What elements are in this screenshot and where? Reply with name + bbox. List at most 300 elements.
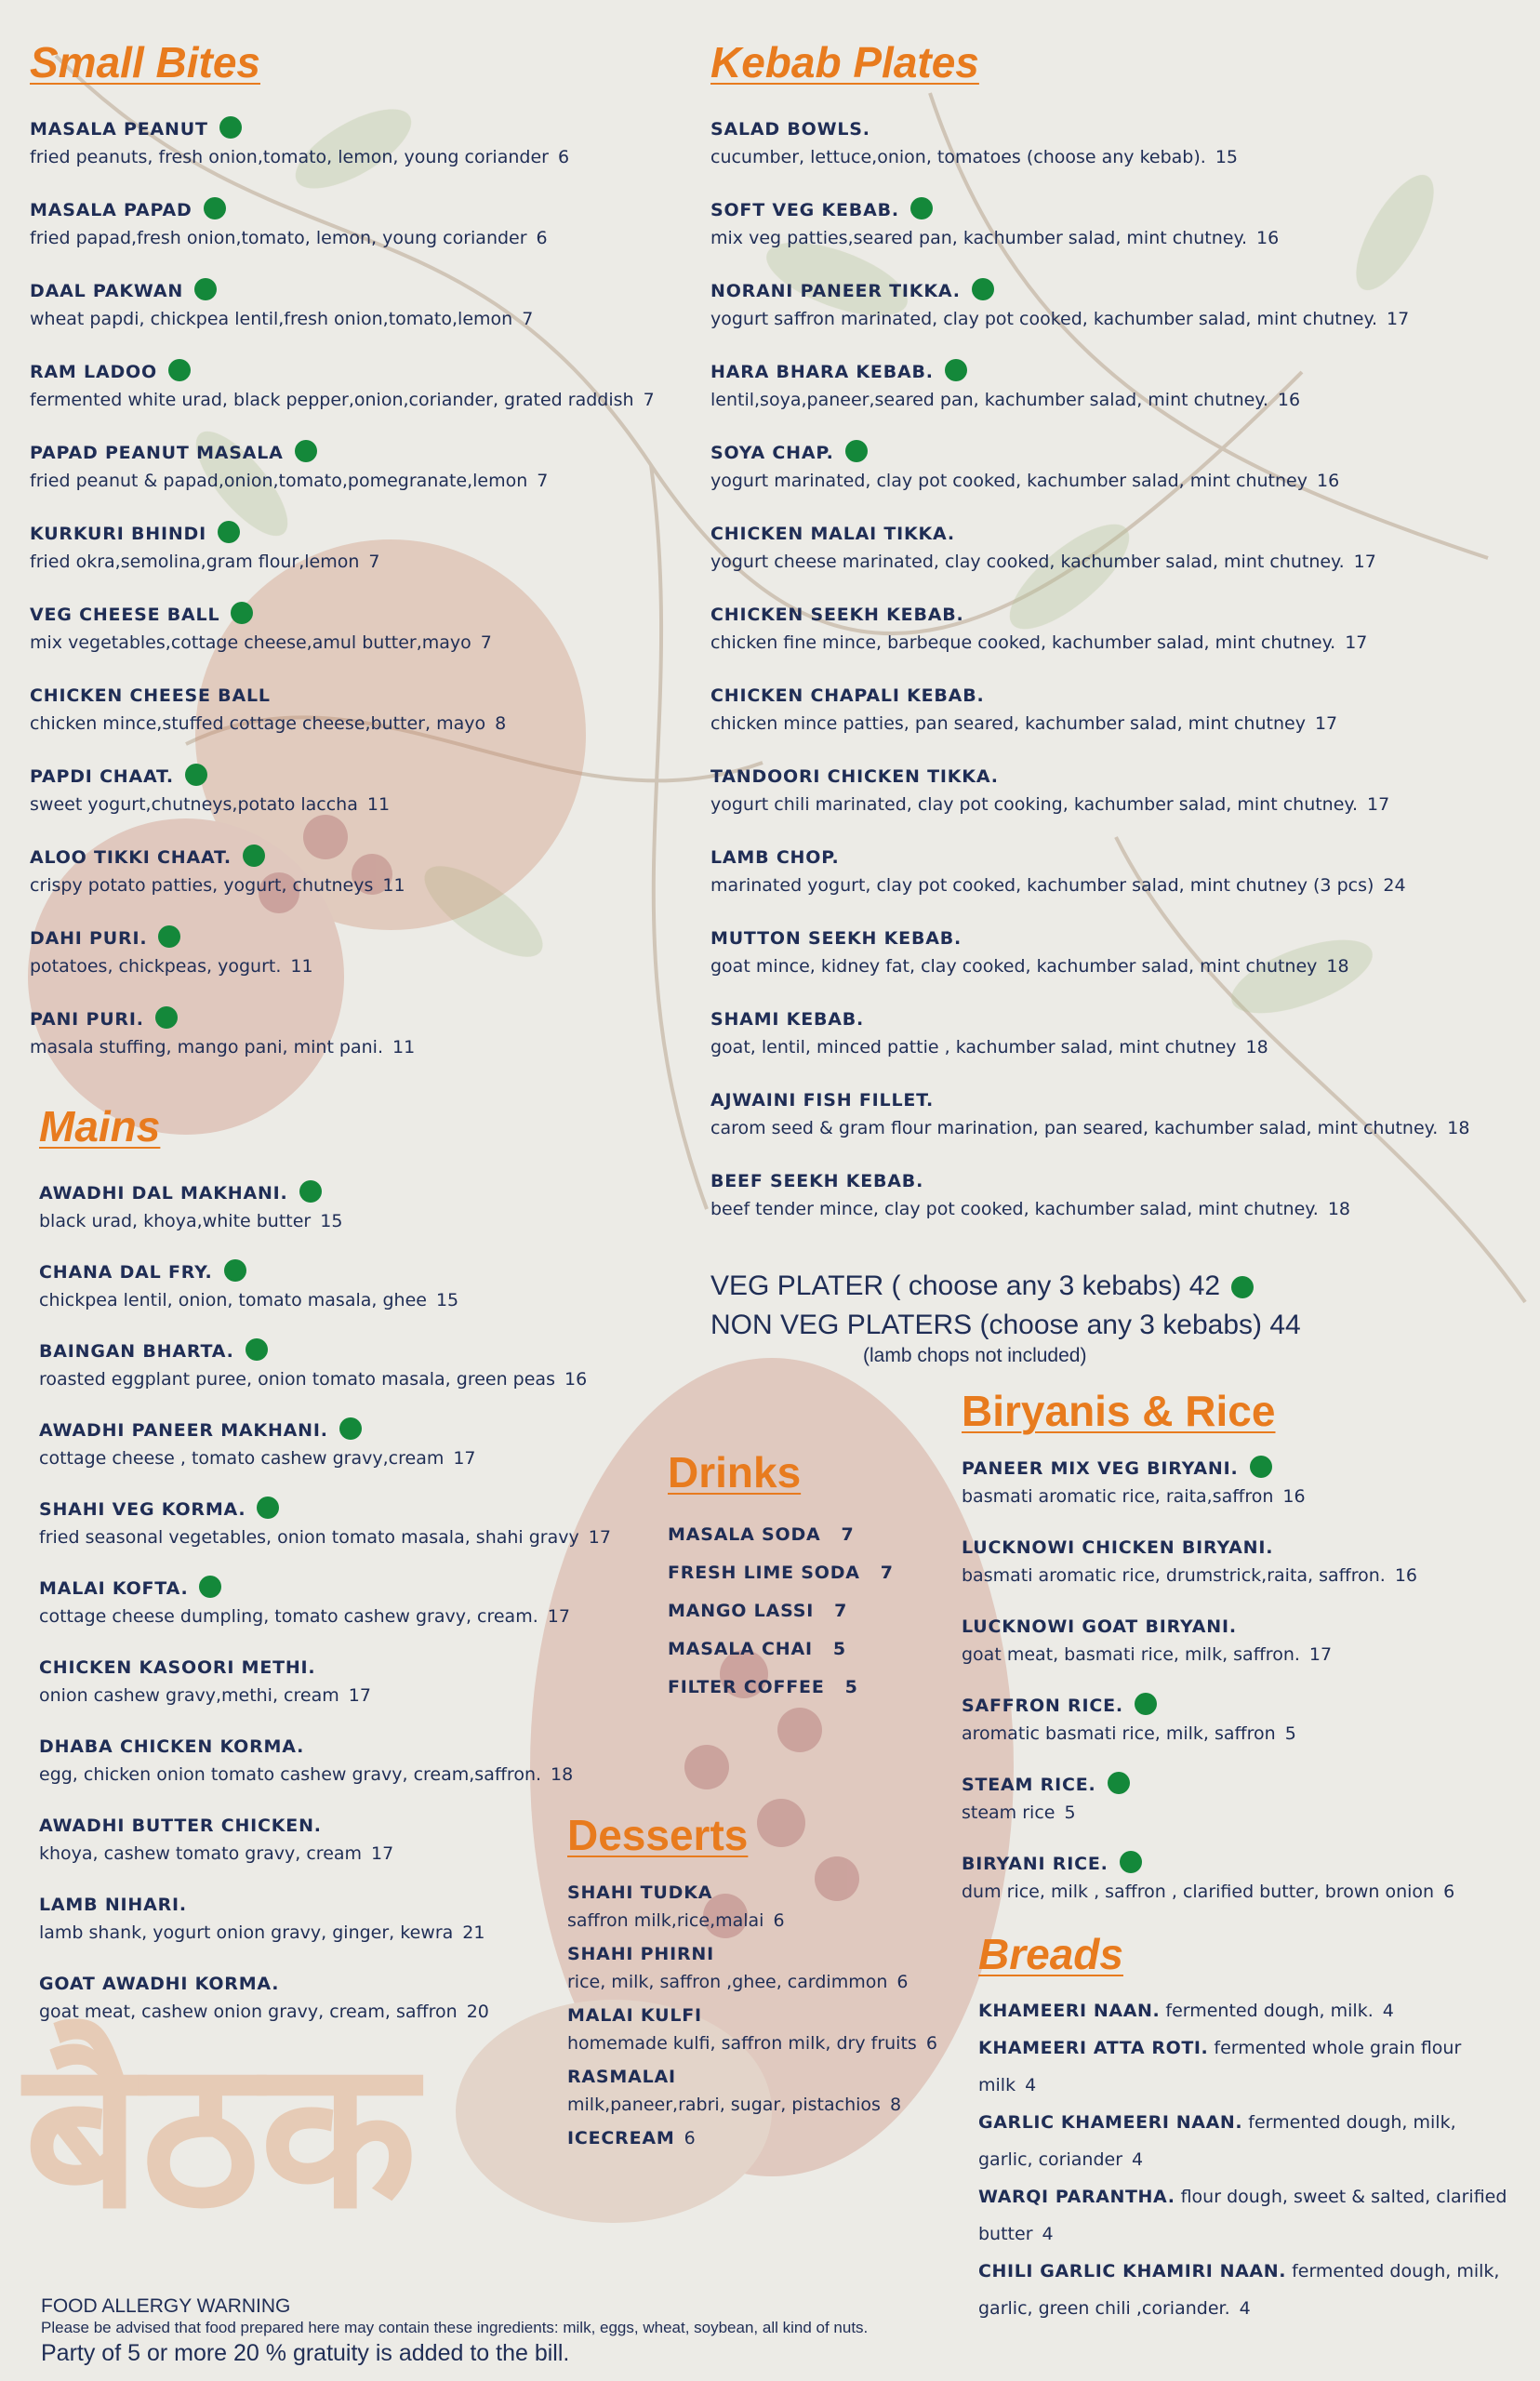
menu-item bbox=[710, 763, 1469, 818]
item-desc-text: steam rice bbox=[962, 1802, 1055, 1823]
item-description bbox=[39, 1207, 611, 1235]
drink-name: FILTER COFFEE bbox=[668, 1677, 825, 1697]
mains-title: Mains bbox=[39, 1102, 161, 1151]
item-description bbox=[710, 305, 1469, 333]
item-name bbox=[39, 1337, 611, 1365]
drink-name: MASALA CHAI bbox=[668, 1639, 813, 1659]
item-price: 17 bbox=[588, 1527, 611, 1548]
item-desc-text: fried papad,fresh onion,tomato, lemon, young coriander bbox=[30, 228, 527, 248]
item-name bbox=[39, 1970, 611, 1998]
menu-item bbox=[39, 1496, 611, 1551]
menu-item bbox=[30, 844, 655, 899]
veg-dot-icon bbox=[158, 925, 180, 948]
bread-price: 4 bbox=[1239, 2298, 1251, 2319]
dessert-price: 8 bbox=[889, 2095, 902, 2115]
item-name-text: PAPAD PEANUT MASALA bbox=[30, 443, 284, 463]
veg-dot-icon bbox=[945, 359, 967, 381]
item-price: 18 bbox=[1327, 1199, 1351, 1219]
item-desc-text: basmati aromatic rice, raita,saffron bbox=[962, 1486, 1274, 1507]
dessert-item bbox=[567, 1940, 937, 1996]
veg-dot-icon bbox=[339, 1417, 362, 1440]
item-name-text: PANI PURI. bbox=[30, 1009, 144, 1030]
restaurant-logo: बैठक bbox=[24, 2015, 418, 2254]
mains-section bbox=[39, 1102, 611, 2049]
item-name-text: AWADHI PANEER MAKHANI. bbox=[39, 1420, 328, 1441]
dessert-description bbox=[567, 1907, 937, 1935]
biryanis-list bbox=[962, 1455, 1454, 1906]
bread-name: WARQI PARANTHA. bbox=[978, 2187, 1175, 2207]
item-name-text: SHAHI VEG KORMA. bbox=[39, 1499, 246, 1520]
item-name-text: BEEF SEEKH KEBAB. bbox=[710, 1171, 924, 1191]
item-desc-text: basmati aromatic rice, drumstrick,raita, saffron. bbox=[962, 1565, 1386, 1586]
menu-item bbox=[30, 277, 655, 333]
item-price: 17 bbox=[453, 1448, 476, 1469]
item-name bbox=[30, 924, 655, 952]
item-name bbox=[39, 1812, 611, 1840]
item-desc-text: mix veg patties,seared pan, kachumber salad, mint chutney. bbox=[710, 228, 1248, 248]
drink-item bbox=[668, 1554, 894, 1592]
item-description bbox=[39, 1682, 611, 1709]
item-price: 8 bbox=[495, 713, 507, 734]
bread-desc: fermented dough, milk, garlic, coriander bbox=[978, 2112, 1456, 2170]
breads-section bbox=[978, 1930, 1508, 2327]
item-price: 17 bbox=[371, 1843, 394, 1864]
menu-item bbox=[39, 1258, 611, 1314]
item-name bbox=[710, 1086, 1469, 1114]
item-desc-text: beef tender mince, clay pot cooked, kachumber salad, mint chutney. bbox=[710, 1199, 1319, 1219]
item-name-text: AWADHI DAL MAKHANI. bbox=[39, 1183, 288, 1204]
item-name bbox=[710, 924, 1469, 952]
item-name bbox=[962, 1692, 1454, 1720]
menu-item bbox=[30, 682, 655, 738]
item-name bbox=[30, 520, 655, 548]
item-description bbox=[710, 1033, 1469, 1061]
item-name-text: TANDOORI CHICKEN TIKKA. bbox=[710, 766, 999, 787]
allergy-title: FOOD ALLERGY WARNING bbox=[41, 2295, 291, 2317]
item-name-text: RAM LADOO bbox=[30, 362, 157, 382]
item-name-text: BAINGAN BHARTA. bbox=[39, 1341, 234, 1362]
item-price: 15 bbox=[320, 1211, 343, 1231]
item-description bbox=[710, 629, 1469, 657]
item-description bbox=[30, 871, 655, 899]
item-price: 17 bbox=[1367, 794, 1390, 815]
biryanis-title: Biryanis & Rice bbox=[962, 1387, 1276, 1435]
item-description bbox=[30, 710, 655, 738]
menu-item bbox=[39, 1812, 611, 1868]
menu-item bbox=[710, 115, 1469, 171]
drink-price: 5 bbox=[832, 1639, 846, 1659]
bread-name: KHAMEERI NAAN. bbox=[978, 2001, 1161, 2021]
veg-dot-icon bbox=[1231, 1276, 1254, 1298]
menu-item bbox=[710, 1167, 1469, 1223]
item-description bbox=[30, 224, 655, 252]
dessert-name: RASMALAI bbox=[567, 2067, 676, 2087]
dessert-desc-text: saffron milk,rice,malai bbox=[567, 1910, 764, 1931]
plater-note: (lamb chops not included) bbox=[863, 1345, 1087, 1366]
bread-item bbox=[978, 2253, 1508, 2327]
menu-item bbox=[30, 924, 655, 980]
bread-name: GARLIC KHAMEERI NAAN. bbox=[978, 2112, 1243, 2133]
drink-item bbox=[668, 1592, 894, 1630]
item-description bbox=[39, 1919, 611, 1947]
item-name bbox=[39, 1179, 611, 1207]
menu-item bbox=[710, 358, 1469, 414]
item-desc-text: sweet yogurt,chutneys,potato laccha bbox=[30, 794, 358, 815]
menu-item bbox=[710, 924, 1469, 980]
item-name bbox=[30, 1005, 655, 1033]
item-description bbox=[30, 952, 655, 980]
item-price: 7 bbox=[368, 552, 380, 572]
item-name-text: MASALA PAPAD bbox=[30, 200, 192, 220]
item-name bbox=[962, 1771, 1454, 1799]
item-description bbox=[962, 1878, 1454, 1906]
item-price: 7 bbox=[537, 471, 549, 491]
item-price: 17 bbox=[1345, 632, 1368, 653]
item-name-text: LAMB CHOP. bbox=[710, 847, 840, 868]
item-name-text: SOFT VEG KEBAB. bbox=[710, 200, 899, 220]
mains-list bbox=[39, 1179, 611, 2026]
veg-dot-icon bbox=[199, 1576, 221, 1598]
item-desc-text: lamb shank, yogurt onion gravy, ginger, kewra bbox=[39, 1922, 454, 1943]
bread-item bbox=[978, 2104, 1508, 2178]
veg-dot-icon bbox=[295, 440, 317, 462]
item-description bbox=[30, 1033, 655, 1061]
item-name bbox=[710, 115, 1469, 143]
bread-item bbox=[978, 2029, 1508, 2104]
item-name bbox=[962, 1534, 1454, 1562]
menu-item bbox=[39, 1337, 611, 1393]
item-desc-text: egg, chicken onion tomato cashew gravy, cream,saffron. bbox=[39, 1764, 542, 1785]
item-price: 18 bbox=[1447, 1118, 1470, 1138]
menu-item bbox=[39, 1575, 611, 1630]
item-name-text: SALAD BOWLS. bbox=[710, 119, 870, 140]
item-name bbox=[39, 1654, 611, 1682]
bread-name: CHILI GARLIC KHAMIRI NAAN. bbox=[978, 2261, 1287, 2281]
veg-dot-icon bbox=[257, 1496, 279, 1519]
item-price: 18 bbox=[1326, 956, 1349, 977]
drink-price: 7 bbox=[880, 1563, 894, 1583]
item-name bbox=[39, 1496, 611, 1523]
bread-desc: fermented dough, milk, garlic, green chili ,coriander. bbox=[978, 2261, 1500, 2319]
dessert-description bbox=[567, 1968, 937, 1996]
item-name-text: GOAT AWADHI KORMA. bbox=[39, 1974, 280, 1994]
item-price: 11 bbox=[366, 794, 391, 815]
item-name-text: AJWAINI FISH FILLET. bbox=[710, 1090, 935, 1111]
item-name-text: CHICKEN KASOORI METHI. bbox=[39, 1657, 316, 1678]
item-name bbox=[39, 1258, 611, 1286]
item-name bbox=[30, 844, 655, 871]
item-description bbox=[30, 143, 655, 171]
item-description bbox=[39, 1603, 611, 1630]
item-name-text: ALOO TIKKI CHAAT. bbox=[30, 847, 232, 868]
dessert-desc-text: milk,paneer,rabri, sugar, pistachios bbox=[567, 2095, 881, 2115]
veg-dot-icon bbox=[243, 845, 265, 867]
bread-desc: fermented whole grain flour milk bbox=[978, 2038, 1462, 2095]
bread-desc: flour dough, sweet & salted, clarified butter bbox=[978, 2187, 1507, 2244]
item-name-text: SHAMI KEBAB. bbox=[710, 1009, 865, 1030]
item-description bbox=[30, 386, 655, 414]
item-desc-text: crispy potato patties, yogurt, chutneys bbox=[30, 875, 374, 896]
item-description bbox=[39, 1444, 611, 1472]
item-description bbox=[30, 548, 655, 576]
item-name bbox=[30, 196, 655, 224]
item-description bbox=[39, 1761, 611, 1789]
menu-item bbox=[962, 1613, 1454, 1669]
veg-dot-icon bbox=[1135, 1693, 1157, 1715]
drinks-list bbox=[668, 1516, 894, 1707]
item-name bbox=[710, 1005, 1469, 1033]
menu-item bbox=[962, 1534, 1454, 1590]
veg-dot-icon bbox=[1120, 1851, 1142, 1873]
item-name bbox=[710, 196, 1469, 224]
dessert-price: 6 bbox=[896, 1972, 909, 1992]
drink-item bbox=[668, 1516, 894, 1554]
item-price: 18 bbox=[551, 1764, 574, 1785]
item-name-text: KURKURI BHINDI bbox=[30, 524, 206, 544]
item-name bbox=[30, 115, 655, 143]
menu-item bbox=[710, 1086, 1469, 1142]
drinks-section bbox=[668, 1448, 894, 1707]
item-desc-text: cottage cheese dumpling, tomato cashew gravy, cream. bbox=[39, 1606, 538, 1627]
item-price: 18 bbox=[1245, 1037, 1268, 1057]
menu-item bbox=[710, 601, 1469, 657]
item-desc-text: aromatic basmati rice, milk, saffron bbox=[962, 1723, 1276, 1744]
item-name-text: DHABA CHICKEN KORMA. bbox=[39, 1736, 305, 1757]
item-price: 16 bbox=[1256, 228, 1280, 248]
dessert-desc-text: rice, milk, saffron ,ghee, cardimmon bbox=[567, 1972, 888, 1992]
item-name-text: PAPDI CHAAT. bbox=[30, 766, 174, 787]
item-desc-text: cottage cheese , tomato cashew gravy,cream bbox=[39, 1448, 445, 1469]
item-price: 20 bbox=[466, 2002, 489, 2022]
item-name-text: LAMB NIHARI. bbox=[39, 1895, 187, 1915]
item-description bbox=[962, 1720, 1454, 1748]
item-desc-text: lentil,soya,paneer,seared pan, kachumber salad, mint chutney. bbox=[710, 390, 1268, 410]
item-name bbox=[710, 682, 1469, 710]
menu-item bbox=[30, 358, 655, 414]
item-price: 17 bbox=[348, 1685, 371, 1706]
menu-item bbox=[710, 1005, 1469, 1061]
menu-item bbox=[710, 196, 1469, 252]
dessert-price: 6 bbox=[925, 2033, 937, 2054]
menu-item bbox=[30, 763, 655, 818]
veg-dot-icon bbox=[224, 1259, 246, 1282]
item-description bbox=[962, 1641, 1454, 1669]
dessert-name: ICECREAM 6 bbox=[567, 2128, 697, 2148]
item-desc-text: wheat papdi, chickpea lentil,fresh onion,tomato,lemon bbox=[30, 309, 513, 329]
dessert-desc-text: homemade kulfi, saffron milk, dry fruits bbox=[567, 2033, 917, 2054]
item-name-text: CHICKEN CHAPALI KEBAB. bbox=[710, 685, 985, 706]
veg-dot-icon bbox=[231, 602, 253, 624]
item-name-text: BIRYANI RICE. bbox=[962, 1854, 1109, 1874]
item-price: 7 bbox=[480, 632, 492, 653]
kebab-plates-list bbox=[710, 115, 1469, 1223]
item-name bbox=[30, 763, 655, 791]
item-desc-text: fried seasonal vegetables, onion tomato masala, shahi gravy bbox=[39, 1527, 579, 1548]
item-desc-text: yogurt saffron marinated, clay pot cooked, kachumber salad, mint chutney. bbox=[710, 309, 1378, 329]
item-desc-text: yogurt chili marinated, clay pot cooking, kachumber salad, mint chutney. bbox=[710, 794, 1358, 815]
item-price: 21 bbox=[462, 1922, 485, 1943]
item-price: 5 bbox=[1064, 1802, 1076, 1823]
item-name bbox=[39, 1891, 611, 1919]
item-name bbox=[30, 439, 655, 467]
item-description bbox=[39, 1286, 611, 1314]
kebab-plates-section bbox=[710, 38, 1470, 1248]
menu-item bbox=[30, 115, 655, 171]
item-name bbox=[962, 1455, 1454, 1483]
gratuity-note: Party of 5 or more 20 % gratuity is added to the bill. bbox=[41, 2340, 570, 2366]
item-price: 17 bbox=[1308, 1644, 1333, 1665]
item-price: 17 bbox=[1314, 713, 1338, 734]
dessert-item bbox=[567, 2063, 937, 2119]
item-description bbox=[39, 1523, 611, 1551]
item-desc-text: goat meat, basmati rice, milk, saffron. bbox=[962, 1644, 1300, 1665]
item-desc-text: marinated yogurt, clay pot cooked, kachumber salad, mint chutney (3 pcs) bbox=[710, 875, 1374, 896]
dessert-item bbox=[567, 2124, 937, 2152]
dessert-item bbox=[567, 1879, 937, 1935]
item-name bbox=[39, 1733, 611, 1761]
item-price: 15 bbox=[435, 1290, 459, 1310]
veg-dot-icon bbox=[299, 1180, 322, 1203]
item-name bbox=[962, 1850, 1454, 1878]
item-name bbox=[39, 1417, 611, 1444]
item-name-text: CHICKEN SEEKH KEBAB. bbox=[710, 605, 964, 625]
veg-dot-icon bbox=[204, 197, 226, 219]
item-price: 17 bbox=[1353, 552, 1376, 572]
item-name bbox=[39, 1575, 611, 1603]
item-desc-text: goat, lentil, minced pattie , kachumber salad, mint chutney bbox=[710, 1037, 1237, 1057]
menu-item bbox=[39, 1733, 611, 1789]
item-desc-text: khoya, cashew tomato gravy, cream bbox=[39, 1843, 363, 1864]
item-description bbox=[962, 1483, 1454, 1510]
dessert-item bbox=[567, 2002, 937, 2057]
item-price: 17 bbox=[1387, 309, 1410, 329]
item-name-text: DAHI PURI. bbox=[30, 928, 148, 949]
item-name-text: VEG CHEESE BALL bbox=[30, 605, 220, 625]
item-description bbox=[710, 143, 1469, 171]
item-name bbox=[30, 277, 655, 305]
menu-item bbox=[962, 1692, 1454, 1748]
item-name-text: DAAL PAKWAN bbox=[30, 281, 184, 301]
item-name-text: STEAM RICE. bbox=[962, 1775, 1096, 1795]
item-description bbox=[962, 1799, 1454, 1827]
dessert-description bbox=[567, 2029, 937, 2057]
item-price: 17 bbox=[547, 1606, 570, 1627]
veg-dot-icon bbox=[185, 764, 207, 786]
item-desc-text: carom seed & gram flour marination, pan seared, kachumber salad, mint chutney. bbox=[710, 1118, 1439, 1138]
item-name bbox=[710, 277, 1469, 305]
veg-dot-icon bbox=[194, 278, 217, 300]
item-name-text: MALAI KOFTA. bbox=[39, 1578, 189, 1599]
menu-item bbox=[39, 1891, 611, 1947]
veg-dot-icon bbox=[218, 521, 240, 543]
menu-item bbox=[30, 196, 655, 252]
item-price: 6 bbox=[536, 228, 548, 248]
item-price: 16 bbox=[564, 1369, 588, 1390]
item-price: 16 bbox=[1394, 1565, 1418, 1586]
item-name-text: AWADHI BUTTER CHICKEN. bbox=[39, 1816, 322, 1836]
item-name bbox=[962, 1613, 1454, 1641]
allergy-text: Please be advised that food prepared here may contain these ingredients: milk, eggs, wheat, soybean, all kind of nuts. bbox=[41, 2319, 869, 2336]
item-description bbox=[710, 791, 1469, 818]
item-desc-text: cucumber, lettuce,onion, tomatoes (choose any kebab). bbox=[710, 147, 1206, 167]
veg-dot-icon bbox=[168, 359, 191, 381]
menu-item bbox=[39, 1179, 611, 1235]
item-price: 11 bbox=[392, 1037, 416, 1057]
veg-dot-icon bbox=[1250, 1456, 1272, 1478]
kebab-plates-title: Kebab Plates bbox=[710, 38, 979, 86]
breads-title: Breads bbox=[978, 1930, 1123, 1978]
veg-dot-icon bbox=[219, 116, 242, 139]
item-name bbox=[710, 439, 1469, 467]
menu-item bbox=[710, 682, 1469, 738]
item-desc-text: yogurt marinated, clay pot cooked, kachumber salad, mint chutney bbox=[710, 471, 1308, 491]
item-description bbox=[710, 467, 1469, 495]
item-description bbox=[710, 710, 1469, 738]
item-desc-text: chicken mince patties, pan seared, kachumber salad, mint chutney bbox=[710, 713, 1306, 734]
item-name bbox=[710, 520, 1469, 548]
menu-item bbox=[710, 844, 1469, 899]
drink-price: 7 bbox=[841, 1524, 855, 1545]
item-desc-text: yogurt cheese marinated, clay cooked, kachumber salad, mint chutney. bbox=[710, 552, 1345, 572]
item-desc-text: chicken mince,stuffed cottage cheese,butter, mayo bbox=[30, 713, 486, 734]
bread-item bbox=[978, 2178, 1508, 2253]
item-name bbox=[30, 601, 655, 629]
item-price: 24 bbox=[1383, 875, 1406, 896]
item-description bbox=[30, 467, 655, 495]
platers-block bbox=[710, 1267, 1301, 1367]
veg-dot-icon bbox=[155, 1006, 178, 1029]
small-bites-section bbox=[30, 38, 655, 1086]
item-description bbox=[710, 386, 1469, 414]
nonveg-plater: NON VEG PLATERS (choose any 3 kebabs) 44 bbox=[710, 1310, 1301, 1340]
item-name-text: PANEER MIX VEG BIRYANI. bbox=[962, 1458, 1239, 1479]
item-description bbox=[39, 1365, 611, 1393]
item-price: 11 bbox=[382, 875, 405, 896]
item-name bbox=[710, 358, 1469, 386]
menu-item bbox=[710, 520, 1469, 576]
footer bbox=[41, 2295, 868, 2368]
dessert-price: 6 bbox=[684, 2128, 697, 2148]
bread-item bbox=[978, 1992, 1508, 2029]
veg-dot-icon bbox=[246, 1338, 268, 1361]
veg-dot-icon bbox=[972, 278, 994, 300]
item-desc-text: chicken fine mince, barbeque cooked, kachumber salad, mint chutney. bbox=[710, 632, 1336, 653]
item-price: 15 bbox=[1215, 147, 1238, 167]
item-desc-text: potatoes, chickpeas, yogurt. bbox=[30, 956, 282, 977]
veg-plater: VEG PLATER ( choose any 3 kebabs) 42 bbox=[710, 1267, 1301, 1306]
item-name-text: MASALA PEANUT bbox=[30, 119, 208, 140]
item-price: 6 bbox=[1443, 1882, 1455, 1902]
item-price: 16 bbox=[1277, 390, 1301, 410]
bread-price: 4 bbox=[1382, 2001, 1394, 2021]
item-desc-text: fried peanuts, fresh onion,tomato, lemon, young coriander bbox=[30, 147, 549, 167]
drink-name: MANGO LASSI bbox=[668, 1601, 815, 1621]
desserts-title: Desserts bbox=[567, 1811, 749, 1859]
drink-name: MASALA SODA bbox=[668, 1524, 821, 1545]
item-price: 6 bbox=[557, 147, 570, 167]
item-description bbox=[30, 629, 655, 657]
breads-list bbox=[978, 1992, 1508, 2327]
menu-item bbox=[962, 1455, 1454, 1510]
item-name-text: SOYA CHAP. bbox=[710, 443, 834, 463]
item-desc-text: goat meat, cashew onion gravy, cream, saffron bbox=[39, 2002, 458, 2022]
bread-price: 4 bbox=[1132, 2149, 1144, 2170]
menu-item bbox=[710, 439, 1469, 495]
item-desc-text: fried okra,semolina,gram flour,lemon bbox=[30, 552, 360, 572]
item-description bbox=[710, 548, 1469, 576]
item-desc-text: onion cashew gravy,methi, cream bbox=[39, 1685, 339, 1706]
item-name bbox=[710, 763, 1469, 791]
